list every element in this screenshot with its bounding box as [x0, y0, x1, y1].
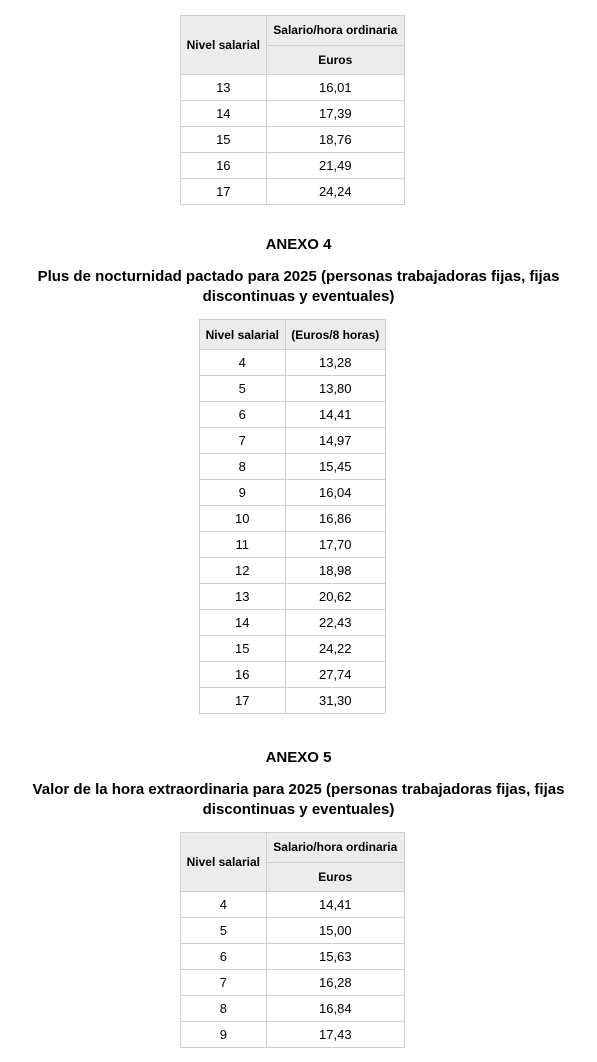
table-body [181, 75, 405, 205]
table-row [200, 376, 386, 402]
table-row [181, 127, 405, 153]
table-row [200, 636, 386, 662]
cell-valor: 14,41 [266, 892, 404, 918]
cell-valor: 17,43 [266, 1022, 404, 1048]
cell-valor: 14,41 [285, 402, 385, 428]
header-salario-hora: Salario/hora ordinaria [266, 833, 404, 863]
table-row [200, 662, 386, 688]
table-row [181, 153, 405, 179]
anexo-5-title: ANEXO 5 [265, 749, 332, 766]
salario-table-1 [180, 15, 405, 205]
table-row [200, 688, 386, 714]
cell-nivel: 5 [181, 918, 267, 944]
cell-valor: 13,80 [285, 376, 385, 402]
cell-valor: 31,30 [285, 688, 385, 714]
table-row [200, 350, 386, 376]
cell-valor: 24,22 [285, 636, 385, 662]
cell-valor: 16,86 [285, 506, 385, 532]
table-row [200, 402, 386, 428]
cell-valor: 27,74 [285, 662, 385, 688]
table-header-row [181, 833, 405, 863]
table-row [181, 918, 405, 944]
cell-valor: 15,63 [266, 944, 404, 970]
table-row [200, 558, 386, 584]
cell-nivel: 11 [200, 532, 286, 558]
cell-valor: 15,00 [266, 918, 404, 944]
cell-nivel: 8 [200, 454, 286, 480]
cell-valor: 15,45 [285, 454, 385, 480]
header-euros: Euros [266, 45, 404, 75]
cell-valor: 18,76 [266, 127, 404, 153]
cell-nivel: 4 [200, 350, 286, 376]
cell-nivel: 15 [200, 636, 286, 662]
header-nivel-salarial: Nivel salarial [181, 833, 267, 892]
cell-valor: 22,43 [285, 610, 385, 636]
cell-nivel: 6 [200, 402, 286, 428]
cell-valor: 13,28 [285, 350, 385, 376]
table-row [200, 480, 386, 506]
header-nivel-salarial: Nivel salarial [200, 320, 286, 350]
cell-nivel: 4 [181, 892, 267, 918]
cell-nivel: 10 [200, 506, 286, 532]
cell-nivel: 7 [200, 428, 286, 454]
cell-valor: 18,98 [285, 558, 385, 584]
cell-nivel: 8 [181, 996, 267, 1022]
table-row [181, 179, 405, 205]
cell-nivel: 14 [181, 101, 267, 127]
hora-extraordinaria-table [180, 832, 405, 1048]
cell-nivel: 16 [181, 153, 267, 179]
table-row [181, 944, 405, 970]
table-row [200, 610, 386, 636]
cell-valor: 21,49 [266, 153, 404, 179]
cell-valor: 24,24 [266, 179, 404, 205]
header-euros: Euros [266, 862, 404, 892]
cell-nivel: 9 [181, 1022, 267, 1048]
cell-valor: 16,84 [266, 996, 404, 1022]
cell-valor: 16,28 [266, 970, 404, 996]
table-row [200, 454, 386, 480]
cell-valor: 20,62 [285, 584, 385, 610]
table-row [181, 996, 405, 1022]
cell-nivel: 16 [200, 662, 286, 688]
table-body [181, 892, 405, 1048]
cell-valor: 16,04 [285, 480, 385, 506]
cell-valor: 17,39 [266, 101, 404, 127]
table-row [181, 101, 405, 127]
nocturnidad-table [199, 319, 386, 714]
header-salario-hora: Salario/hora ordinaria [266, 16, 404, 46]
cell-valor: 16,01 [266, 75, 404, 101]
table-row [200, 584, 386, 610]
anexo-4-subtitle: Plus de nocturnidad pactado para 2025 (personas trabajadoras fijas, fijas discontinuas y eventuales) [37, 268, 560, 305]
cell-nivel: 15 [181, 127, 267, 153]
cell-nivel: 14 [200, 610, 286, 636]
anexo-5-subtitle: Valor de la hora extraordinaria para 2025 (personas trabajadoras fijas, fijas discontinuas y eventuales) [32, 781, 565, 818]
header-euros-8-horas: (Euros/8 horas) [285, 320, 385, 350]
cell-nivel: 6 [181, 944, 267, 970]
table-header-row [200, 320, 386, 350]
table-row [181, 892, 405, 918]
cell-valor: 17,70 [285, 532, 385, 558]
cell-nivel: 9 [200, 480, 286, 506]
table-row [200, 428, 386, 454]
cell-nivel: 13 [200, 584, 286, 610]
table-row [181, 1022, 405, 1048]
cell-nivel: 17 [181, 179, 267, 205]
table-body [200, 350, 386, 714]
cell-nivel: 13 [181, 75, 267, 101]
table-row [181, 970, 405, 996]
table-row [200, 506, 386, 532]
cell-nivel: 12 [200, 558, 286, 584]
cell-nivel: 5 [200, 376, 286, 402]
table-row [200, 532, 386, 558]
table-header-row [181, 16, 405, 46]
header-nivel-salarial: Nivel salarial [181, 16, 267, 75]
cell-nivel: 17 [200, 688, 286, 714]
table-row [181, 75, 405, 101]
cell-valor: 14,97 [285, 428, 385, 454]
cell-nivel: 7 [181, 970, 267, 996]
anexo-4-title: ANEXO 4 [265, 236, 332, 253]
